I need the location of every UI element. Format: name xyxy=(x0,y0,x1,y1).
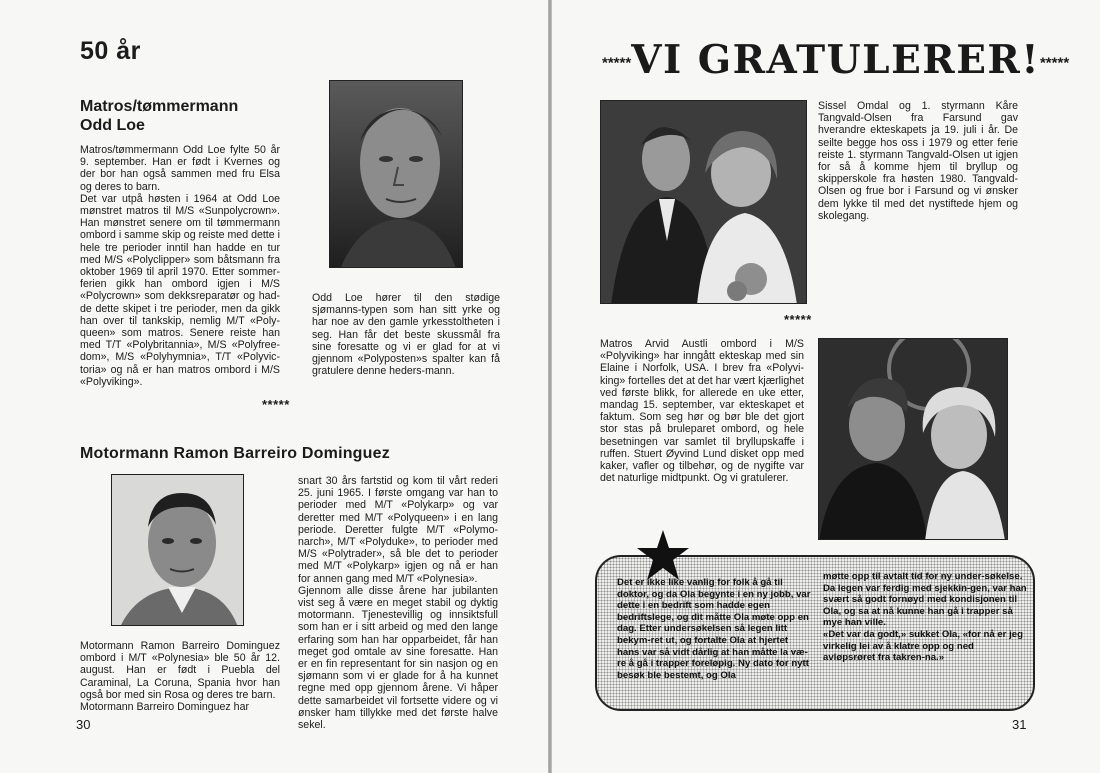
article-body: snart 30 års fartstid og kom til vårt rederi 25. juni 1965. I første omgang var han to perioder med M/T «Polykarp» og var deretter med M/T «Polyqueen» i en lang periode. Deretter fulgte M/T «Polymo-narch», M/T «Polyduke», to perioder med M/S «Polytrader», så ble det to perioder med M/T «Polykarp» igjen og nå er han for annen gang med M/T «Polynesia». Gjennom alle disse årene har jubilanten vist seg å være en meget stabil og dyktig motormann. Tjenestevillig og innsiktsfull som han er i sitt arbeid og med den lange erfaring som han har opparbeidet, får han meget god omtale av sine foresatte. Han er en fin representant for sin nasjon og en sjømann som vi er glade for å ha kunnet regne med opp gjennom årene. Vi håper dette samarbeidet vil fortsette videre og vi ønsker ham tillykke med det første halve sekel. xyxy=(298,475,498,732)
divider-stars: ***** xyxy=(262,397,290,412)
divider-stars: ***** xyxy=(784,312,812,327)
portrait-photo-ramon xyxy=(111,474,244,626)
page-number: 30 xyxy=(76,717,91,732)
banner-title xyxy=(602,37,1069,83)
wedding-photo-austli xyxy=(818,338,1008,540)
article-body: Matros/tømmermann Odd Loe fylte 50 år 9. september. Han er født i Kvernes og der bor han også sammen med fru Elsa og deres to barn. Det var utpå høsten i 1964 at Odd Loe mønstret matros til M/S «Sunpolycrown». Han mønstret senere om til tømmermann ombord i samme skip og reiste med dette i hele tre perioder inntil han hadde en tur med M/S «Polyclipper» som båtsmann fra oktober 1969 til april 1970. Etter sommer-ferien gikk han ombord igjen i M/S «Polycrown» som dekksreparatør og had-de dette skipet i tre perioder, men da gikk han over til tankskip, nemlig M/T «Poly-queen» som matros. Senere reiste han med T/T «Polybritannia», M/S «Polyfree-dom», M/S «Polyhymnia», T/T «Polyvic-toria» og nå er han matros ombord i M/S «Polyviking». xyxy=(80,144,280,388)
photo-caption: Motormann Ramon Barreiro Dominguez ombord i M/T «Polynesia» ble 50 år 12. august. Han er født i Puebla del Caraminal, La Coruna, Spania hvor han også bor med sin Rosa og deres tre barn. Motormann Barreiro Dominguez har xyxy=(80,640,280,714)
banner-stars-right: ***** xyxy=(1039,54,1070,72)
article-heading: Motormann Ramon Barreiro Dominguez xyxy=(80,445,390,462)
article-heading: Matros/tømmermann Odd Loe xyxy=(80,98,239,134)
page-number: 31 xyxy=(1012,717,1027,732)
joke-text-column-1: Det er ikke like vanlig for folk å gå til doktor, og da Ola begynte i en ny jobb, var dette i en bedrift som hadde egen bedriftslege, og dit måtte Ola møte opp en dag. Etter undersøkelsen så legen litt bekym-ret ut, og fortalte Ola at hjertet hans var så vidt dårlig at han måtte la væ-re å gå i trapper foreløpig. Ny dato for nytt besøk ble bestemt, og Ola xyxy=(617,577,811,681)
joke-text-column-2: møtte opp til avtalt tid for ny under-søkelse. Da legen var ferdig med sjekkin-gen, var han svært så godt fornøyd med kondisjonen til Ola, og sa at nå kunne han gå i trapper så mye han ville. «Det var da godt,» sukket Ola, «for nå er jeg virkelig lei av å klatre opp og ned avløpsrøret fra takren-na.» xyxy=(823,571,1027,664)
star-icon xyxy=(635,528,691,584)
banner-stars-left: ***** xyxy=(602,54,632,72)
page-title: 50 år xyxy=(80,37,141,65)
portrait-photo-odd-loe xyxy=(329,80,463,268)
banner-text: VI GRATULERER! xyxy=(631,37,1040,83)
wedding-announcement-text: Sissel Omdal og 1. styrmann Kåre Tangvald-Olsen fra Farsund gav hverandre ekteskapets ja 19. juli i år. De seilte begge hos oss i 1979 og etter ferie reiste 1. styrmann Tangvald-Olsen ut igjen for så å komme hjem til bryllup og skipperskole fra høsten 1980. Tangvald-Olsen og frue bor i Farsund og vi ønsker dem lykke til med det nystiftede hjem og skolegang. xyxy=(818,100,1018,222)
wedding-announcement-text: Matros Arvid Austli ombord i M/S «Polyviking» har inngått ekteskap med sin Elaine i Norfolk, USA. I brev fra «Polyvi-king» fortelles det at det har vært kjærlighet ved første blikk, for allerede en uke etter, mandag 15. september, var ekteskapet et faktum. Som seg hør og bør ble det gjort stor stas på bruleparet ombord, og hele besetningen var samlet til bryllupskaffe i ruffen. Stuert Øyvind Lund disket opp med kaker, vafler og tilbehør, og de nygifte var det naturlige midtpunkt. Og vi gratulerer. xyxy=(600,338,804,485)
photo-caption: Odd Loe hører til den stødige sjømanns-typen som han sitt yrke og har noe av den gamle yrkesstoltheten i seg. Han får det beste skussmål fra sine foresatte og vi er glad for at vi gjennom «Polyposten»s spalter kan få gratulere denne heders-mann. xyxy=(312,292,500,378)
wedding-photo-omdal xyxy=(600,100,807,304)
